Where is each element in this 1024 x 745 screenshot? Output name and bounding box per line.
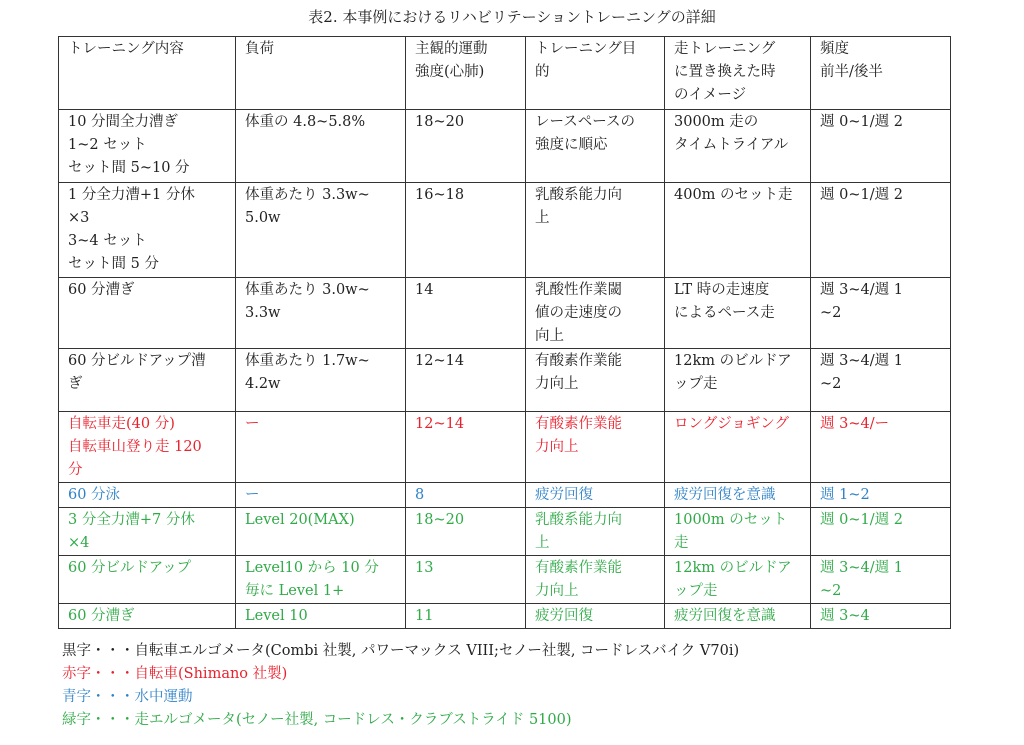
- cell-line: セット間 5 分: [68, 256, 159, 272]
- cell-line: 400m のセット走: [674, 187, 793, 203]
- cell-line: 主観的運動: [415, 41, 488, 57]
- cell-line: 毎に Level 1+: [245, 583, 345, 599]
- cell-run-image: [665, 556, 811, 604]
- cell-rpe: [406, 183, 526, 278]
- cell-run-image: [665, 604, 811, 629]
- table-row: [59, 278, 951, 349]
- table-row: [59, 483, 951, 508]
- legend-item-red: 赤字・・・自転車(Shimano 社製): [62, 666, 288, 682]
- cell-line: 向上: [535, 328, 564, 344]
- cell-line: 14: [415, 282, 434, 298]
- cell-line: 4.2w: [245, 376, 281, 392]
- cell-line: 10 分間全力漕ぎ: [68, 114, 179, 130]
- cell-line: タイムトライアル: [674, 137, 789, 153]
- cell-frequency: [811, 508, 951, 556]
- table-row: [59, 556, 951, 604]
- cell-line: 12~14: [415, 416, 465, 432]
- cell-purpose: [526, 483, 665, 508]
- cell-frequency: [811, 556, 951, 604]
- cell-line: 12~14: [415, 353, 465, 369]
- legend-item-green: 緑字・・・走エルゴメータ(セノー社製, コードレス・クラブストライド 5100): [62, 712, 572, 728]
- cell-load: [236, 604, 406, 629]
- cell-line: 疲労回復: [535, 608, 593, 624]
- cell-line: 前半/後半: [820, 64, 883, 80]
- cell-content: [59, 412, 236, 483]
- cell-line: 5.0w: [245, 210, 281, 226]
- cell-line: ~2: [820, 376, 842, 392]
- cell-run-image: [665, 110, 811, 183]
- cell-run-image: [665, 349, 811, 412]
- cell-line: 的: [535, 64, 550, 80]
- cell-purpose: [526, 349, 665, 412]
- cell-line: 週 0~1/週 2: [820, 114, 903, 130]
- cell-line: 体重あたり 3.0w~: [245, 282, 370, 298]
- cell-line: 18~20: [415, 512, 465, 528]
- table-row: [59, 412, 951, 483]
- cell-line: 疲労回復を意識: [674, 487, 776, 503]
- cell-rpe: [406, 483, 526, 508]
- cell-frequency: [811, 604, 951, 629]
- cell-line: 18~20: [415, 114, 465, 130]
- cell-line: 3000m 走の: [674, 114, 759, 130]
- cell-line: LT 時の走速度: [674, 282, 770, 298]
- cell-rpe: [406, 412, 526, 483]
- cell-line: トレーニング内容: [68, 41, 184, 57]
- cell-line: 強度に順応: [535, 137, 608, 153]
- cell-purpose: [526, 412, 665, 483]
- legend-item-black: 黒字・・・自転車エルゴメータ(Combi 社製, パワーマックス VIII;セノー社製, コードレスバイク V70i): [62, 643, 740, 659]
- cell-load: [236, 556, 406, 604]
- cell-line: ~2: [820, 305, 842, 321]
- cell-line: 週 3~4/週 1: [820, 353, 903, 369]
- cell-line: 12km のビルドア: [674, 560, 792, 576]
- cell-content: [59, 183, 236, 278]
- cell-load: [236, 483, 406, 508]
- cell-line: 週 1~2: [820, 487, 870, 503]
- cell-rpe: [406, 110, 526, 183]
- table-row: [59, 110, 951, 183]
- table-header-row: [59, 37, 951, 110]
- cell-line: ×3: [68, 210, 90, 226]
- table-row: [59, 349, 951, 412]
- cell-line: 8: [415, 487, 425, 503]
- cell-line: 1000m のセット: [674, 512, 788, 528]
- cell-run-image: [665, 508, 811, 556]
- cell-line: ップ走: [674, 376, 718, 392]
- cell-line: 力向上: [535, 439, 579, 455]
- cell-content: [59, 110, 236, 183]
- cell-line: Level 20(MAX): [245, 512, 355, 528]
- cell-content: [59, 604, 236, 629]
- cell-load: [236, 349, 406, 412]
- cell-line: 週 3~4/週 1: [820, 282, 903, 298]
- cell-purpose: [526, 278, 665, 349]
- cell-line: Level10 から 10 分: [245, 560, 379, 576]
- cell-line: 60 分ビルドアップ: [68, 560, 192, 576]
- cell-line: 負荷: [245, 41, 274, 57]
- cell-load: [236, 412, 406, 483]
- cell-line: ー: [245, 416, 260, 432]
- cell-line: 走: [674, 535, 689, 551]
- cell-line: 有酸素作業能: [535, 353, 622, 369]
- cell-frequency: [811, 183, 951, 278]
- cell-line: 3.3w: [245, 305, 281, 321]
- cell-line: レースペースの: [535, 114, 636, 130]
- cell-line: 有酸素作業能: [535, 416, 622, 432]
- cell-frequency: [811, 483, 951, 508]
- cell-line: ×4: [68, 535, 90, 551]
- cell-line: 疲労回復を意識: [674, 608, 776, 624]
- cell-line: 乳酸系能力向: [535, 512, 622, 528]
- cell-purpose: [526, 556, 665, 604]
- cell-line: ~2: [820, 583, 842, 599]
- table-row: [59, 508, 951, 556]
- cell-line: ロングジョギング: [674, 416, 789, 432]
- cell-content: [59, 508, 236, 556]
- cell-line: Level 10: [245, 608, 308, 624]
- cell-line: 60 分ビルドアップ漕: [68, 353, 206, 369]
- cell-line: トレーニング目: [535, 41, 637, 57]
- cell-content: [59, 556, 236, 604]
- cell-line: ー: [245, 487, 260, 503]
- cell-line: 上: [535, 210, 550, 226]
- cell-line: 体重あたり 3.3w~: [245, 187, 370, 203]
- cell-line: ぎ: [68, 376, 83, 392]
- cell-rpe: [406, 349, 526, 412]
- cell-load: [236, 110, 406, 183]
- cell-line: 体重あたり 1.7w~: [245, 353, 370, 369]
- cell-line: 力向上: [535, 583, 579, 599]
- table-row: [59, 604, 951, 629]
- cell-line: 13: [415, 560, 434, 576]
- cell-line: 16~18: [415, 187, 465, 203]
- cell-line: 疲労回復: [535, 487, 593, 503]
- cell-line: 60 分漕ぎ: [68, 282, 135, 298]
- cell-line: 乳酸系能力向: [535, 187, 622, 203]
- cell-line: 12km のビルドア: [674, 353, 792, 369]
- table-caption: 表2. 本事例におけるリハビリテーショントレーニングの詳細: [308, 8, 716, 26]
- rehab-training-table: [58, 36, 951, 629]
- cell-line: 週 3~4/週 1: [820, 560, 903, 576]
- cell-purpose: [526, 508, 665, 556]
- cell-line: ップ走: [674, 583, 718, 599]
- cell-purpose: [526, 110, 665, 183]
- cell-line: 分: [68, 462, 83, 478]
- cell-content: [59, 278, 236, 349]
- table-row: [59, 183, 951, 278]
- cell-line: 11: [415, 608, 434, 624]
- cell-line: セット間 5~10 分: [68, 160, 190, 176]
- cell-line: 3~4 セット: [68, 233, 147, 249]
- header-cell-frequency: [811, 37, 951, 110]
- cell-rpe: [406, 604, 526, 629]
- header-cell-purpose: [526, 37, 665, 110]
- color-legend: [62, 640, 739, 732]
- cell-frequency: [811, 278, 951, 349]
- cell-purpose: [526, 183, 665, 278]
- legend-item-blue: 青字・・・水中運動: [62, 689, 193, 705]
- cell-line: 体重の 4.8~5.8%: [245, 114, 366, 130]
- cell-line: 3 分全力漕+7 分休: [68, 512, 195, 528]
- cell-load: [236, 183, 406, 278]
- cell-line: 1~2 セット: [68, 137, 147, 153]
- cell-run-image: [665, 483, 811, 508]
- cell-line: 強度(心肺): [415, 64, 485, 80]
- cell-rpe: [406, 278, 526, 349]
- cell-line: 上: [535, 535, 550, 551]
- cell-line: 60 分泳: [68, 487, 121, 503]
- cell-content: [59, 483, 236, 508]
- header-cell-content: [59, 37, 236, 110]
- cell-line: に置き換えた時: [674, 64, 776, 80]
- cell-line: 60 分漕ぎ: [68, 608, 135, 624]
- cell-line: 値の走速度の: [535, 305, 622, 321]
- cell-purpose: [526, 604, 665, 629]
- cell-frequency: [811, 349, 951, 412]
- cell-frequency: [811, 412, 951, 483]
- cell-rpe: [406, 556, 526, 604]
- cell-line: によるペース走: [674, 305, 775, 321]
- cell-content: [59, 349, 236, 412]
- cell-line: 頻度: [820, 41, 849, 57]
- cell-frequency: [811, 110, 951, 183]
- cell-line: 有酸素作業能: [535, 560, 622, 576]
- cell-line: 週 3~4/ー: [820, 416, 890, 432]
- cell-load: [236, 508, 406, 556]
- header-cell-rpe: [406, 37, 526, 110]
- cell-line: 自転車山登り走 120: [68, 439, 202, 455]
- cell-load: [236, 278, 406, 349]
- cell-run-image: [665, 278, 811, 349]
- cell-run-image: [665, 412, 811, 483]
- cell-line: 週 0~1/週 2: [820, 512, 903, 528]
- cell-run-image: [665, 183, 811, 278]
- cell-rpe: [406, 508, 526, 556]
- cell-line: 走トレーニング: [674, 41, 776, 57]
- header-cell-load: [236, 37, 406, 110]
- cell-line: 1 分全力漕+1 分休: [68, 187, 195, 203]
- cell-line: のイメージ: [674, 87, 747, 103]
- cell-line: 力向上: [535, 376, 579, 392]
- cell-line: 乳酸性作業閾: [535, 282, 622, 298]
- cell-line: 週 3~4: [820, 608, 870, 624]
- cell-line: 週 0~1/週 2: [820, 187, 903, 203]
- header-cell-run-image: [665, 37, 811, 110]
- cell-line: 自転車走(40 分): [68, 416, 175, 432]
